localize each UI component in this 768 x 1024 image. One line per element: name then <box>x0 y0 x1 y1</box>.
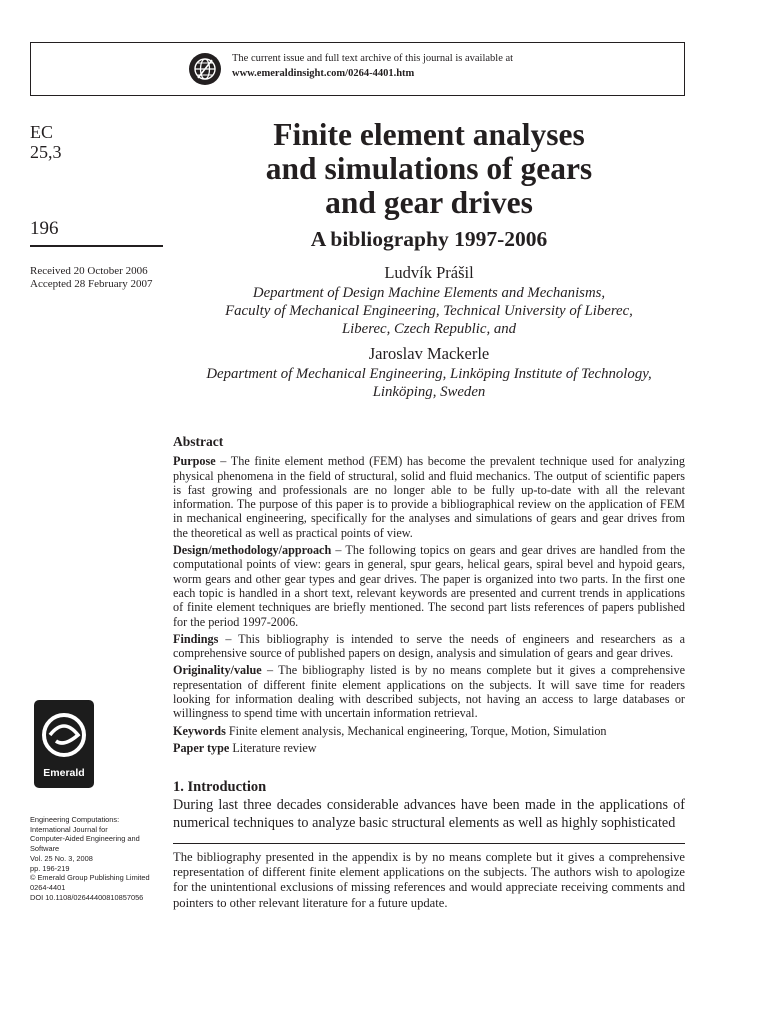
journal-info-line: © Emerald Group Publishing Limited <box>30 873 150 883</box>
footnote-text: The bibliography presented in the appendix is by no means complete but it gives a comprehensive representation of different finite element applications on the subjects. The authors wish to apologize for the unintentional exclusions of missing references and would appreciate receiving comments and pointers to other relevant literature for a future update. <box>173 850 685 910</box>
journal-info-line: Engineering Computations: <box>30 815 120 824</box>
journal-info-line: pp. 196-219 <box>30 863 70 873</box>
archive-notice: The current issue and full text archive of this journal is available at <box>232 53 514 64</box>
paper-title <box>173 118 685 220</box>
design-label: Design/methodology/approach <box>173 543 332 558</box>
page-number: 196 <box>30 218 59 239</box>
journal-citation-info <box>30 815 165 902</box>
affiliation-line: Liberec, Czech Republic, and <box>341 321 517 337</box>
journal-info-line: 0264-4401 <box>30 882 66 892</box>
journal-url-link[interactable]: www.emeraldinsight.com/0264-4401.htm <box>232 68 415 79</box>
accepted-date: Accepted 28 February 2007 <box>30 278 153 290</box>
affiliation-line: Linköping, Sweden <box>372 384 486 400</box>
submission-dates <box>30 265 153 291</box>
keywords-text: Finite element analysis, Mechanical engineering, Torque, Motion, Simulation <box>225 723 607 738</box>
paper-subtitle: A bibliography 1997-2006 <box>310 227 548 251</box>
volume-issue: 25,3 <box>30 142 62 162</box>
abstract-section <box>173 435 685 758</box>
design-text: – The following topics on gears and gear drives are handled from the computational points of view: gears in general, spur gears, helical gears, spiral bevel and hypoid gears, worm gears and other gear types and gear drives. The paper is organized into two parts. In the first one each topic is handled in a short text, relevant keywords are presented and current trends in applications of finite element techniques are briefly mentioned. The second part lists references of papers published for the period 1997-2006. <box>173 543 685 629</box>
author-affiliation <box>173 365 685 401</box>
findings-text: – This bibliography is intended to serve the needs of engineers and researchers as a comprehensive source of published papers on design, analysis and simulation of gears and gear drives. <box>173 631 685 661</box>
abstract-design <box>173 543 685 629</box>
affiliation-line: Department of Mechanical Engineering, Linköping Institute of Technology, <box>206 366 652 382</box>
purpose-label: Purpose <box>173 454 216 469</box>
author-name: Ludvík Prášil <box>384 263 474 282</box>
abstract-keywords <box>173 724 685 738</box>
findings-label: Findings <box>173 631 219 646</box>
paper-type-label: Paper type <box>173 740 230 755</box>
abstract-findings <box>173 632 685 661</box>
abstract-paper-type <box>173 741 685 755</box>
purpose-text: – The finite element method (FEM) has become the prevalent technique used for analyzing physical phenomena in the field of structural, solid and fluid mechanics. The output of scientific papers is fast growing and professionals are no longer able to be fully up-to-date with all the relevant information. The purpose of this paper is to provide a bibliographical review on the application of FEM in mechanical engineering, specifically for the analyses and simulations of gears and gear drives from the theoretical as well as practical points of view. <box>173 454 685 540</box>
journal-info-line: Vol. 25 No. 3, 2008 <box>30 853 93 863</box>
introduction-heading: 1. Introduction <box>173 779 267 795</box>
affiliation-line: Faculty of Mechanical Engineering, Technical University of Liberec, <box>225 303 633 319</box>
emerald-globe-icon <box>188 52 222 86</box>
journal-info-line: International Journal for <box>30 824 108 834</box>
journal-info-line: Software <box>30 844 60 854</box>
paper-type-text: Literature review <box>229 740 317 755</box>
title-line: and simulations of gears <box>265 151 593 186</box>
journal-info-line: DOI 10.1108/02644400810857056 <box>30 892 144 902</box>
author-name: Jaroslav Mackerle <box>368 344 490 363</box>
title-line: and gear drives <box>325 185 533 220</box>
affiliation-line: Department of Design Machine Elements and Mechanisms, <box>252 285 606 301</box>
originality-label: Originality/value <box>173 663 262 678</box>
abstract-originality <box>173 663 685 720</box>
emerald-e-icon <box>36 705 92 763</box>
journal-abbrev: EC <box>30 122 54 142</box>
received-date: Received 20 October 2006 <box>30 265 148 277</box>
footnote-rule <box>173 843 685 844</box>
journal-info-line: Computer-Aided Engineering and <box>30 834 140 844</box>
introduction-text: During last three decades considerable advances have been made in the applications of numerical techniques to analyze basic structural elements as well as highly sophisticated <box>173 797 685 831</box>
journal-code <box>30 122 62 162</box>
author-affiliation <box>173 284 685 338</box>
originality-text: – The bibliography listed is by no means complete but it gives a comprehensive representation of different finite element applications on the subjects. It will save time for readers looking for information dealing with described subjects, not having an access to large databases or willingness to spend time with uncertain information retrieval. <box>173 663 685 721</box>
abstract-heading: Abstract <box>173 434 224 449</box>
title-line: Finite element analyses <box>273 117 585 152</box>
emerald-logo-text: Emerald <box>43 767 85 779</box>
abstract-purpose <box>173 454 685 540</box>
keywords-label: Keywords <box>173 723 226 738</box>
page-number-rule <box>30 245 163 247</box>
